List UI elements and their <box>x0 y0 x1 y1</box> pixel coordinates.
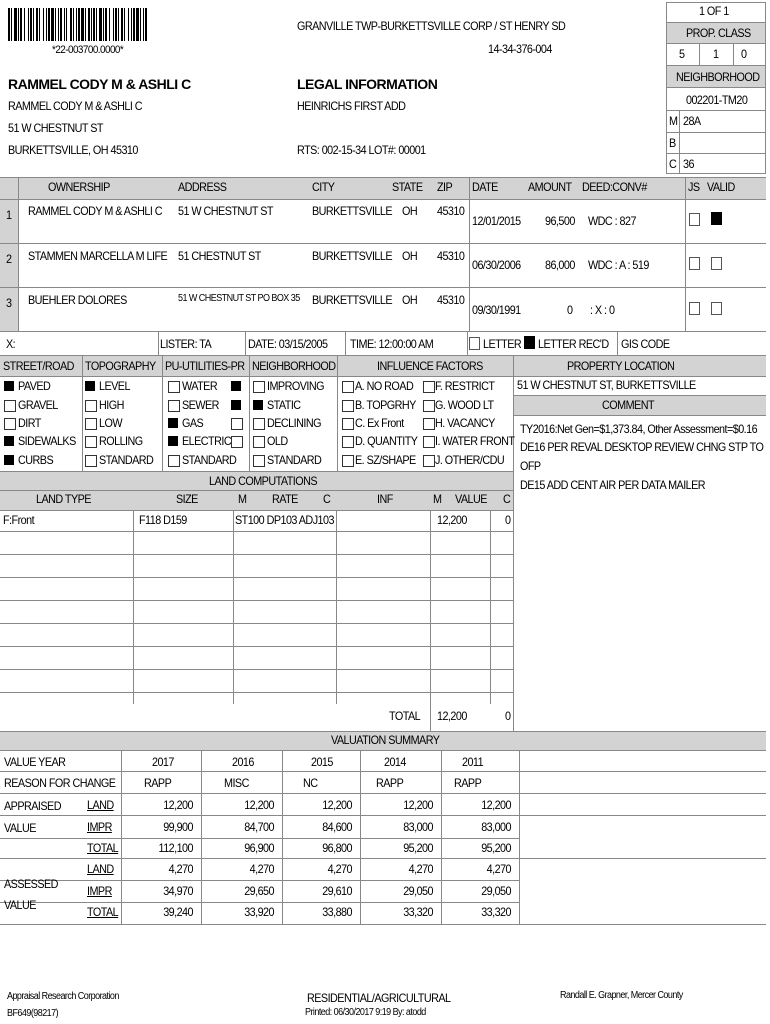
grid-line <box>519 750 520 924</box>
row-owner: STAMMEN MARCELLA M LIFE <box>28 249 168 263</box>
col-m2: M <box>433 492 442 506</box>
appraised-label: APPRAISED <box>4 799 61 813</box>
row-number: 3 <box>6 296 12 310</box>
col-land-type: LAND TYPE <box>36 492 91 506</box>
appraised-value: 95,200 <box>403 841 433 855</box>
row-amount: 86,000 <box>545 258 575 272</box>
property-location-value: 51 W CHESTNUT ST, BURKETTSVILLE <box>517 378 696 392</box>
grid-line <box>0 771 766 772</box>
reason-for-change-label: REASON FOR CHANGE <box>4 776 116 790</box>
grid-line <box>360 750 361 924</box>
influence-label: A. NO ROAD <box>355 379 414 393</box>
pr-checkbox[interactable] <box>231 400 241 410</box>
col-m: M <box>238 492 247 506</box>
utility-checkbox[interactable] <box>168 381 180 393</box>
grid-line <box>430 510 431 704</box>
valuation-summary-title: VALUATION SUMMARY <box>331 733 440 747</box>
topography-label: ROLLING <box>99 434 143 448</box>
grid-line <box>0 623 513 624</box>
grid-line <box>441 750 442 924</box>
appraised-value: 84,600 <box>322 820 352 834</box>
assessed-value: 29,050 <box>481 884 511 898</box>
land-size: F118 D159 <box>139 513 187 527</box>
row-zip: 45310 <box>437 249 465 263</box>
appraised-value: 83,000 <box>403 820 433 834</box>
influence-checkbox[interactable] <box>423 436 435 448</box>
influence-checkbox[interactable] <box>423 455 435 467</box>
info-time: TIME: 12:00:00 AM <box>350 337 434 351</box>
row-owner: BUEHLER DOLORES <box>28 293 127 307</box>
neighborhood-factor-checkbox[interactable] <box>253 400 263 410</box>
assessed-value: 33,880 <box>322 905 352 919</box>
land-total-label: TOTAL <box>389 709 421 723</box>
neighborhood-label: NEIGHBORHOOD <box>676 70 760 84</box>
col-city: CITY <box>312 180 335 194</box>
row-zip: 45310 <box>437 204 465 218</box>
col-value: VALUE <box>455 492 487 506</box>
land-value: 12,200 <box>437 513 467 527</box>
col-inf: INF <box>377 492 393 506</box>
value-year: 2017 <box>152 755 174 769</box>
barcode-text: *22-003700.0000* <box>52 44 124 56</box>
prop-class-label: PROP. CLASS <box>686 26 751 40</box>
land-type: F:Front <box>3 513 35 527</box>
appraised-value: 12,200 <box>322 798 352 812</box>
utility-label: SEWER <box>182 398 219 412</box>
row-deed: : X : 0 <box>590 303 615 317</box>
assessed-value: 39,240 <box>163 905 193 919</box>
assessed-value: 4,270 <box>327 862 352 876</box>
col-js: JS <box>688 180 700 194</box>
row-date: 06/30/2006 <box>472 258 521 272</box>
land-c: 0 <box>505 513 511 527</box>
street-road-label: CURBS <box>18 453 54 467</box>
owner-street: 51 W CHESTNUT ST <box>8 121 103 135</box>
neighborhood-factor-label: STATIC <box>267 398 301 412</box>
grid-line <box>0 531 513 532</box>
neighborhood-factor-checkbox[interactable] <box>253 436 265 448</box>
js-checkbox[interactable] <box>689 213 700 226</box>
influence-checkbox[interactable] <box>342 400 354 412</box>
street-road-label: GRAVEL <box>18 398 58 412</box>
x-label: X: <box>6 337 16 351</box>
legal-line-1: HEINRICHS FIRST ADD <box>297 99 406 113</box>
row-state: OH <box>402 204 418 218</box>
street-road-checkbox[interactable] <box>4 381 14 391</box>
value-year: 2011 <box>462 755 484 769</box>
appraised-value: 12,200 <box>481 798 511 812</box>
neighborhood-factor-checkbox[interactable] <box>253 418 265 430</box>
letter-recd-checkbox[interactable] <box>524 336 535 349</box>
row-address: 51 CHESTNUT ST <box>178 249 261 263</box>
assessed-total-label: TOTAL <box>87 905 119 919</box>
prop-class-digit-1: 5 <box>679 47 685 61</box>
comment-line: DE16 PER REVAL DESKTOP REVIEW CHNG STP TO <box>520 440 764 454</box>
street-road-label: SIDEWALKS <box>18 434 76 448</box>
owner-city: BURKETTSVILLE, OH 45310 <box>8 143 138 157</box>
appraised-value: 96,900 <box>244 841 274 855</box>
influence-label: H. VACANCY <box>435 416 495 430</box>
influence-label: I. WATER FRONT <box>435 434 515 448</box>
land-rate: ST100 DP103 ADJ103 <box>235 513 334 527</box>
appraised-impr-label: IMPR <box>87 820 112 834</box>
influence-checkbox[interactable] <box>342 418 354 430</box>
influence-checkbox[interactable] <box>342 436 354 448</box>
grid-line <box>0 815 766 816</box>
col-ownership: OWNERSHIP <box>48 180 110 194</box>
street-road-checkbox[interactable] <box>4 455 14 465</box>
neighborhood-factor-label: DECLINING <box>267 416 321 430</box>
pr-checkbox[interactable] <box>231 381 241 391</box>
grid-line <box>430 704 431 731</box>
topography-label: STANDARD <box>99 453 154 467</box>
m-value: 28A <box>683 114 701 128</box>
topography-checkbox[interactable] <box>85 381 95 391</box>
appraised-total-label: TOTAL <box>87 841 119 855</box>
appraised-label: VALUE <box>4 821 36 835</box>
influence-checkbox[interactable] <box>423 400 435 412</box>
row-address: 51 W CHESTNUT ST <box>178 204 273 218</box>
utility-checkbox[interactable] <box>168 418 178 428</box>
appraised-value: 112,100 <box>158 841 193 855</box>
grid-line <box>282 750 283 924</box>
grid-line <box>0 646 513 647</box>
valid-checkbox[interactable] <box>711 302 722 315</box>
influence-label: E. SZ/SHAPE <box>355 453 416 467</box>
assessed-impr-label: IMPR <box>87 884 112 898</box>
influence-label: B. TOPGRHY <box>355 398 416 412</box>
influence-checkbox[interactable] <box>342 381 354 393</box>
influence-label: G. WOOD LT <box>435 398 494 412</box>
appraised-value: 84,700 <box>244 820 274 834</box>
value-year: 2014 <box>384 755 406 769</box>
utility-label: STANDARD <box>182 453 237 467</box>
influence-checkbox[interactable] <box>423 381 435 393</box>
appraised-value: 95,200 <box>481 841 511 855</box>
row-deed: WDC : 827 <box>588 214 636 228</box>
topography-checkbox[interactable] <box>85 455 97 467</box>
prop-class-digit-2: 1 <box>713 47 719 61</box>
col-date: DATE <box>472 180 498 194</box>
pr-checkbox[interactable] <box>231 436 243 448</box>
utility-label: ELECTRIC <box>182 434 232 448</box>
legal-line-2: RTS: 002-15-34 LOT#: 00001 <box>297 143 426 157</box>
letter-checkbox[interactable] <box>469 337 480 350</box>
influence-label: D. QUANTITY <box>355 434 418 448</box>
reason-for-change: RAPP <box>144 776 172 790</box>
row-amount: 0 <box>567 303 573 317</box>
topography-label: LEVEL <box>99 379 130 393</box>
grid-line <box>201 750 202 924</box>
topography-label: LOW <box>99 416 122 430</box>
col-address: ADDRESS <box>178 180 227 194</box>
topography-checkbox[interactable] <box>85 436 97 448</box>
assessed-value: 34,970 <box>163 884 193 898</box>
grid-line <box>233 510 234 704</box>
street-road-label: PAVED <box>18 379 51 393</box>
valid-checkbox[interactable] <box>711 257 722 270</box>
land-computations-title: LAND COMPUTATIONS <box>209 474 318 488</box>
row-number: 1 <box>6 208 12 222</box>
utility-checkbox[interactable] <box>168 400 180 412</box>
valid-checkbox[interactable] <box>711 212 722 225</box>
assessed-value: 29,650 <box>244 884 274 898</box>
influence-checkbox[interactable] <box>423 418 435 430</box>
influence-header: INFLUENCE FACTORS <box>377 359 483 373</box>
col-size: SIZE <box>176 492 198 506</box>
comment-label: COMMENT <box>602 398 655 412</box>
assessed-label: ASSESSED <box>4 877 58 891</box>
js-checkbox[interactable] <box>689 302 700 315</box>
footer-company: Appraisal Research Corporation <box>7 991 119 1002</box>
property-location-label: PROPERTY LOCATION <box>567 359 675 373</box>
b-label: B <box>669 136 676 150</box>
grid-line <box>490 510 491 704</box>
col-c2: C <box>503 492 511 506</box>
row-amount: 96,500 <box>545 214 575 228</box>
row-zip: 45310 <box>437 293 465 307</box>
assessed-value: 4,270 <box>486 862 511 876</box>
reason-for-change: RAPP <box>376 776 404 790</box>
col-rate: RATE <box>272 492 298 506</box>
neighborhood-factor-label: OLD <box>267 434 288 448</box>
utilities-header: PU-UTILITIES-PR <box>165 359 245 373</box>
assessed-value: 33,320 <box>403 905 433 919</box>
neighborhood-header: NEIGHBORHOOD <box>252 359 336 373</box>
grid-line <box>0 577 513 578</box>
assessed-value: 4,270 <box>249 862 274 876</box>
footer-form: BF649(98217) <box>7 1008 59 1019</box>
grid-line <box>0 600 513 601</box>
page-number: 1 OF 1 <box>699 4 729 18</box>
appraised-value: 96,800 <box>322 841 352 855</box>
neighborhood-factor-label: IMPROVING <box>267 379 324 393</box>
grid-line <box>0 924 766 925</box>
pr-checkbox[interactable] <box>231 418 243 430</box>
col-valid: VALID <box>707 180 735 194</box>
row-date: 09/30/1991 <box>472 303 521 317</box>
row-number: 2 <box>6 252 12 266</box>
col-c: C <box>323 492 331 506</box>
neighborhood-factor-label: STANDARD <box>267 453 322 467</box>
footer-printed: Printed: 06/30/2017 9:19 By: atodd <box>305 1007 426 1018</box>
row-owner: RAMMEL CODY M & ASHLI C <box>28 204 163 218</box>
value-year-label: VALUE YEAR <box>4 755 66 769</box>
assessed-label: VALUE <box>4 898 36 912</box>
land-total-c: 0 <box>505 709 511 723</box>
col-zip: ZIP <box>437 180 453 194</box>
topography-checkbox[interactable] <box>85 418 97 430</box>
row-address: 51 W CHESTNUT ST PO BOX 35 <box>178 293 300 304</box>
assessed-value: 29,050 <box>403 884 433 898</box>
letter-label: LETTER <box>483 337 522 351</box>
grid-line <box>0 793 766 794</box>
col-amount: AMOUNT <box>528 180 572 194</box>
topography-header: TOPOGRAPHY <box>85 359 156 373</box>
grid-line <box>0 858 766 859</box>
comment-line: DE15 ADD CENT AIR PER DATA MAILER <box>520 478 706 492</box>
m-label: M <box>669 114 678 128</box>
taxing-district: GRANVILLE TWP-BURKETTSVILLE CORP / ST HENRY SD <box>297 19 566 33</box>
assessed-value: 29,610 <box>322 884 352 898</box>
neighborhood-code: 002201-TM20 <box>686 93 748 107</box>
value-year: 2015 <box>311 755 333 769</box>
letter-recd-label: LETTER REC'D <box>538 337 609 351</box>
owner-title: RAMMEL CODY M & ASHLI C <box>8 76 191 92</box>
appraised-value: 12,200 <box>244 798 274 812</box>
col-deed: DEED:CONV# <box>582 180 647 194</box>
col-state: STATE <box>392 180 423 194</box>
row-city: BURKETTSVILLE <box>312 249 393 263</box>
grid-line <box>0 669 513 670</box>
influence-label: F. RESTRICT <box>435 379 495 393</box>
street-road-checkbox[interactable] <box>4 400 16 412</box>
grid-line <box>336 510 337 704</box>
appraised-value: 12,200 <box>403 798 433 812</box>
reason-for-change: RAPP <box>454 776 482 790</box>
street-road-checkbox[interactable] <box>4 436 14 446</box>
street-road-label: DIRT <box>18 416 41 430</box>
grid-line <box>121 750 122 924</box>
utility-checkbox[interactable] <box>168 455 180 467</box>
parcel-id: 14-34-376-004 <box>488 42 552 56</box>
grid-line <box>0 554 513 555</box>
row-state: OH <box>402 249 418 263</box>
appraised-value: 12,200 <box>163 798 193 812</box>
row-deed: WDC : A : 519 <box>588 258 649 272</box>
topography-label: HIGH <box>99 398 124 412</box>
row-date: 12/01/2015 <box>472 214 521 228</box>
c-value: 36 <box>683 157 694 171</box>
appraised-land-label: LAND <box>87 798 114 812</box>
utility-label: WATER <box>182 379 218 393</box>
street-road-header: STREET/ROAD <box>3 359 74 373</box>
prop-class-digit-3: 0 <box>741 47 747 61</box>
influence-label: J. OTHER/CDU <box>435 453 505 467</box>
gis-code-label: GIS CODE <box>621 337 670 351</box>
value-year: 2016 <box>232 755 254 769</box>
legal-title: LEGAL INFORMATION <box>297 76 438 92</box>
neighborhood-factor-checkbox[interactable] <box>253 381 265 393</box>
land-total-value: 12,200 <box>437 709 467 723</box>
neighborhood-factor-checkbox[interactable] <box>253 455 265 467</box>
comment-line: OFP <box>520 459 541 473</box>
assessed-value: 33,920 <box>244 905 274 919</box>
js-checkbox[interactable] <box>689 257 700 270</box>
assessed-value: 33,320 <box>481 905 511 919</box>
assessed-value: 4,270 <box>168 862 193 876</box>
c-label: C <box>669 157 677 171</box>
footer-auditor: Randall E. Grapner, Mercer County <box>560 990 683 1001</box>
comment-line: TY2016:Net Gen=$1,373.84, Other Assessment=$0.16 <box>520 422 758 436</box>
utility-label: GAS <box>182 416 204 430</box>
row-city: BURKETTSVILLE <box>312 293 393 307</box>
barcode <box>8 8 148 41</box>
utility-checkbox[interactable] <box>168 436 178 446</box>
reason-for-change: MISC <box>224 776 249 790</box>
appraised-value: 83,000 <box>481 820 511 834</box>
topography-checkbox[interactable] <box>85 400 97 412</box>
lister: LISTER: TA <box>160 337 212 351</box>
influence-label: C. Ex Front <box>355 416 404 430</box>
row-city: BURKETTSVILLE <box>312 204 393 218</box>
assessed-land-label: LAND <box>87 862 114 876</box>
row-state: OH <box>402 293 418 307</box>
appraised-value: 99,900 <box>163 820 193 834</box>
ownership-header <box>0 177 766 199</box>
street-road-checkbox[interactable] <box>4 418 16 430</box>
assessed-value: 4,270 <box>408 862 433 876</box>
influence-checkbox[interactable] <box>342 455 354 467</box>
footer-type: RESIDENTIAL/AGRICULTURAL <box>307 991 451 1005</box>
owner-name: RAMMEL CODY M & ASHLI C <box>8 99 143 113</box>
info-date: DATE: 03/15/2005 <box>248 337 328 351</box>
reason-for-change: NC <box>303 776 318 790</box>
grid-line <box>0 692 513 693</box>
grid-line <box>133 510 134 704</box>
